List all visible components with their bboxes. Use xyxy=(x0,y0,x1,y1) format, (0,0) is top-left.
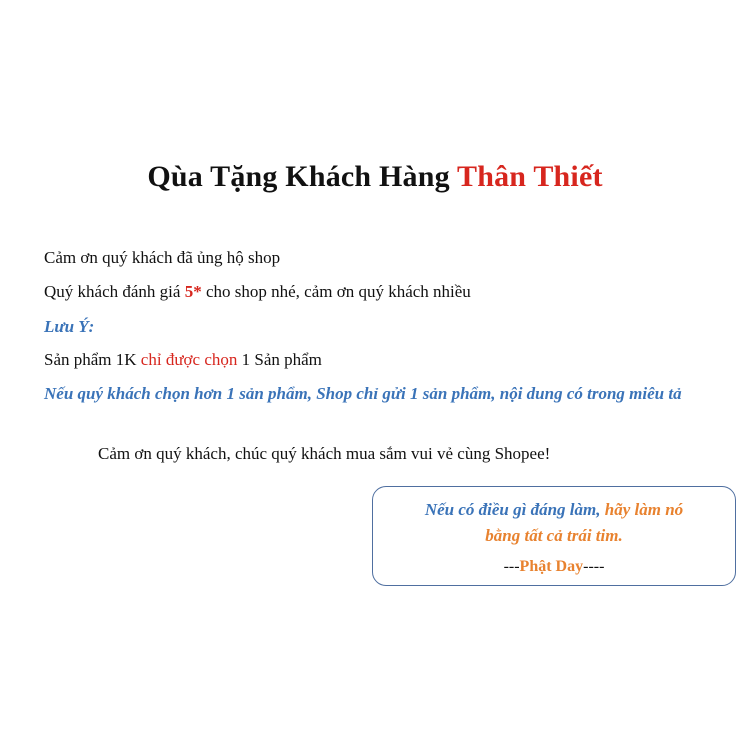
rating-text-before: Quý khách đánh giá xyxy=(44,282,185,301)
rule-line xyxy=(44,349,322,371)
closing-line: Cảm ơn quý khách, chúc quý khách mua sắm vui vẻ cùng Shopee! xyxy=(98,444,551,463)
quote-box xyxy=(372,486,736,586)
note-label: Lưu Ý: xyxy=(44,317,95,336)
quote-attribution xyxy=(373,557,735,577)
rating-text-after: cho shop nhé, cảm ơn quý khách nhiều xyxy=(201,282,471,301)
dash-left: --- xyxy=(503,558,520,575)
title-accent: Thân Thiết xyxy=(457,160,603,193)
page-title xyxy=(0,160,750,194)
quote-line-1 xyxy=(373,499,735,521)
rule-highlight: chỉ được chọn xyxy=(140,350,238,369)
warning-line: Nếu quý khách chọn hơn 1 sản phẩm, Shop chỉ gửi 1 sản phẩm, nội dung có trong miêu tả xyxy=(44,384,682,403)
rating-value: 5* xyxy=(184,282,202,301)
quote-part-2: hãy làm nó xyxy=(600,500,684,519)
thanks-line: Cảm ơn quý khách đã ủng hộ shop xyxy=(44,248,281,267)
quote-author: Phật Day xyxy=(519,558,584,575)
rating-line xyxy=(44,281,471,303)
rule-text-after: 1 Sản phẩm xyxy=(237,350,322,369)
dash-right: ---- xyxy=(583,558,605,575)
title-main: Qùa Tặng Khách Hàng xyxy=(147,160,457,193)
rule-text-before: Sản phẩm 1K xyxy=(44,350,141,369)
quote-line-2: bằng tất cả trái tim. xyxy=(485,526,623,545)
quote-part-1: Nếu có điều gì đáng làm, xyxy=(424,500,601,519)
